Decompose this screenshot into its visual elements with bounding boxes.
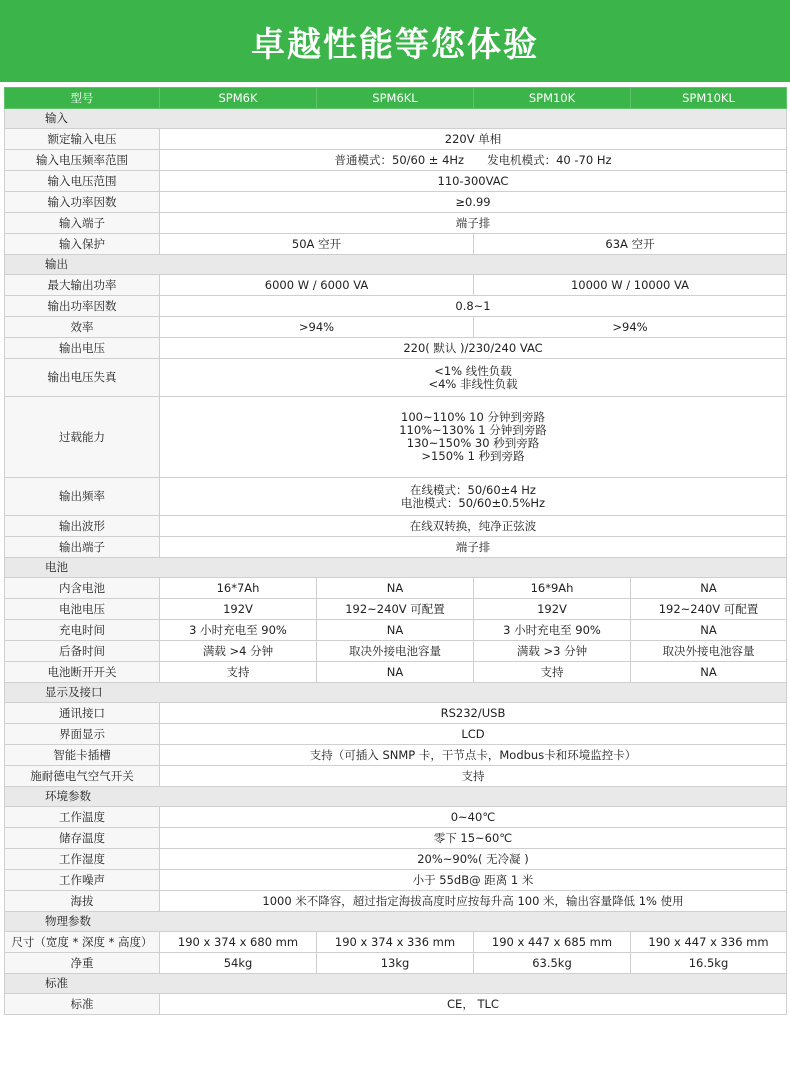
row-value-multiline [160, 359, 787, 397]
header-model: SPM10KL [631, 88, 787, 109]
table-row [5, 150, 787, 171]
row-value: 20%~90%( 无冷凝 ) [160, 849, 787, 870]
row-label: 充电时间 [5, 620, 160, 641]
row-value: 小于 55dB@ 距离 1 米 [160, 870, 787, 891]
row-label: 效率 [5, 317, 160, 338]
table-row [5, 296, 787, 317]
cell-spm10k: 16*9Ah [474, 578, 631, 599]
row-label: 储存温度 [5, 828, 160, 849]
row-label: 海拔 [5, 891, 160, 912]
table-row [5, 478, 787, 516]
row-label: 净重 [5, 953, 160, 974]
row-value: 220V 单相 [160, 129, 787, 150]
cell-spm6k: 支持 [160, 662, 317, 683]
section-standard: 标准 [5, 974, 787, 994]
header-label: 型号 [5, 88, 160, 109]
row-label: 输入保护 [5, 234, 160, 255]
row-label: 界面显示 [5, 724, 160, 745]
cell-spm10kl: NA [631, 662, 787, 683]
row-label: 输入功率因数 [5, 192, 160, 213]
table-row [5, 338, 787, 359]
cell-spm6k: 满载 >4 分钟 [160, 641, 317, 662]
row-value: 在线双转换，纯净正弦波 [160, 516, 787, 537]
table-row [5, 234, 787, 255]
row-label: 内含电池 [5, 578, 160, 599]
header-model: SPM6K [160, 88, 317, 109]
section-row [5, 974, 787, 994]
row-value: RS232/USB [160, 703, 787, 724]
table-row [5, 662, 787, 683]
cell-spm10kl: 190 x 447 x 336 mm [631, 932, 787, 953]
row-label: 施耐德电气空气开关 [5, 766, 160, 787]
cell-spm10k: 190 x 447 x 685 mm [474, 932, 631, 953]
section-row [5, 683, 787, 703]
row-label: 输出频率 [5, 478, 160, 516]
table-row [5, 891, 787, 912]
row-value: 0~40℃ [160, 807, 787, 828]
cell-spm10k: 支持 [474, 662, 631, 683]
table-row [5, 807, 787, 828]
header-row [5, 88, 787, 109]
row-value-10k: 63A 空开 [474, 234, 787, 255]
cell-spm6kl: 192~240V 可配置 [317, 599, 474, 620]
row-label: 输入电压范围 [5, 171, 160, 192]
row-value: 端子排 [160, 537, 787, 558]
row-value: LCD [160, 724, 787, 745]
row-value-6k: 6000 W / 6000 VA [160, 275, 474, 296]
row-value: 0.8~1 [160, 296, 787, 317]
cell-spm6kl: NA [317, 620, 474, 641]
row-value: 零下 15~60℃ [160, 828, 787, 849]
table-row [5, 397, 787, 478]
row-value: 端子排 [160, 213, 787, 234]
table-row [5, 953, 787, 974]
cell-spm10kl: 192~240V 可配置 [631, 599, 787, 620]
row-value-6k: >94% [160, 317, 474, 338]
cell-spm10k: 满载 >3 分钟 [474, 641, 631, 662]
table-row [5, 317, 787, 338]
cell-spm6k: 190 x 374 x 680 mm [160, 932, 317, 953]
cell-spm10k: 3 小时充电至 90% [474, 620, 631, 641]
row-value-10k: >94% [474, 317, 787, 338]
table-row [5, 870, 787, 891]
value-line: 电池模式：50/60±0.5%Hz [400, 495, 546, 510]
section-environment: 环境参数 [5, 787, 787, 807]
section-row [5, 787, 787, 807]
row-label: 电池电压 [5, 599, 160, 620]
cell-spm6k: 192V [160, 599, 317, 620]
table-row [5, 275, 787, 296]
value-line: 100~110% 10 分钟到旁路 [401, 410, 545, 424]
row-value: 1000 米不降容，超过指定海拔高度时应按每升高 100 米，输出容量降低 1% 使用 [160, 891, 787, 912]
row-label: 输入端子 [5, 213, 160, 234]
value-line: <4% 非线性负载 [428, 376, 518, 391]
cell-spm10kl: 取决外接电池容量 [631, 641, 787, 662]
section-row [5, 109, 787, 129]
row-label: 输出功率因数 [5, 296, 160, 317]
row-label: 工作噪声 [5, 870, 160, 891]
row-label: 输出电压 [5, 338, 160, 359]
banner-title: 卓越性能等您体验 [0, 0, 790, 82]
table-row [5, 171, 787, 192]
row-label: 输出波形 [5, 516, 160, 537]
table-row [5, 703, 787, 724]
cell-spm6k: 3 小时充电至 90% [160, 620, 317, 641]
cell-spm6k: 16*7Ah [160, 578, 317, 599]
cell-spm10k: 192V [474, 599, 631, 620]
row-value-6k: 50A 空开 [160, 234, 474, 255]
value-line: 在线模式：50/60±4 Hz [410, 482, 536, 497]
table-row [5, 828, 787, 849]
section-row [5, 558, 787, 578]
table-row [5, 516, 787, 537]
row-label: 尺寸（宽度 * 深度 * 高度） [5, 932, 160, 953]
row-value: 支持 [160, 766, 787, 787]
table-row [5, 578, 787, 599]
cell-spm6k: 54kg [160, 953, 317, 974]
header-model: SPM10K [474, 88, 631, 109]
row-value-multiline [160, 478, 787, 516]
row-label: 输入电压频率范围 [5, 150, 160, 171]
table-row [5, 641, 787, 662]
value-line: 110%~130% 1 分钟到旁路 [399, 423, 547, 437]
section-row [5, 255, 787, 275]
row-label: 输出端子 [5, 537, 160, 558]
table-row [5, 620, 787, 641]
table-row [5, 599, 787, 620]
table-row [5, 359, 787, 397]
row-label: 工作温度 [5, 807, 160, 828]
section-display: 显示及接口 [5, 683, 787, 703]
row-value: 普通模式：50/60 ± 4Hz 发电机模式：40 -70 Hz [160, 150, 787, 171]
cell-spm6kl: NA [317, 662, 474, 683]
table-row [5, 849, 787, 870]
table-row [5, 766, 787, 787]
cell-spm6kl: NA [317, 578, 474, 599]
row-label: 标准 [5, 994, 160, 1015]
cell-spm10kl: NA [631, 578, 787, 599]
row-value-10k: 10000 W / 10000 VA [474, 275, 787, 296]
section-physical: 物理参数 [5, 912, 787, 932]
row-label: 后备时间 [5, 641, 160, 662]
row-value: 220( 默认 )/230/240 VAC [160, 338, 787, 359]
cell-spm6kl: 取决外接电池容量 [317, 641, 474, 662]
cell-spm6kl: 13kg [317, 953, 474, 974]
table-row [5, 537, 787, 558]
cell-spm6kl: 190 x 374 x 336 mm [317, 932, 474, 953]
table-row [5, 932, 787, 953]
section-input: 输入 [5, 109, 787, 129]
table-row [5, 745, 787, 766]
table-row [5, 129, 787, 150]
section-battery: 电池 [5, 558, 787, 578]
cell-spm10kl: 16.5kg [631, 953, 787, 974]
row-label: 过载能力 [5, 397, 160, 478]
value-line: >150% 1 秒到旁路 [421, 449, 525, 463]
spec-table [4, 87, 787, 1015]
row-value-multiline [160, 397, 787, 478]
row-value: 支持（可插入 SNMP 卡，干节点卡，Modbus卡和环境监控卡） [160, 745, 787, 766]
row-label: 通讯接口 [5, 703, 160, 724]
row-label: 额定输入电压 [5, 129, 160, 150]
row-label: 工作湿度 [5, 849, 160, 870]
cell-spm10kl: NA [631, 620, 787, 641]
row-value: 110-300VAC [160, 171, 787, 192]
value-line: <1% 线性负载 [434, 363, 512, 378]
row-label: 电池断开开关 [5, 662, 160, 683]
table-row [5, 192, 787, 213]
cell-spm10k: 63.5kg [474, 953, 631, 974]
row-label: 智能卡插槽 [5, 745, 160, 766]
row-value: CE， TLC [160, 994, 787, 1015]
table-row [5, 724, 787, 745]
table-row [5, 213, 787, 234]
header-model: SPM6KL [317, 88, 474, 109]
section-output: 输出 [5, 255, 787, 275]
row-value: ≥0.99 [160, 192, 787, 213]
section-row [5, 912, 787, 932]
value-line: 130~150% 30 秒到旁路 [406, 436, 540, 450]
table-row [5, 994, 787, 1015]
row-label: 输出电压失真 [5, 359, 160, 397]
row-label: 最大输出功率 [5, 275, 160, 296]
